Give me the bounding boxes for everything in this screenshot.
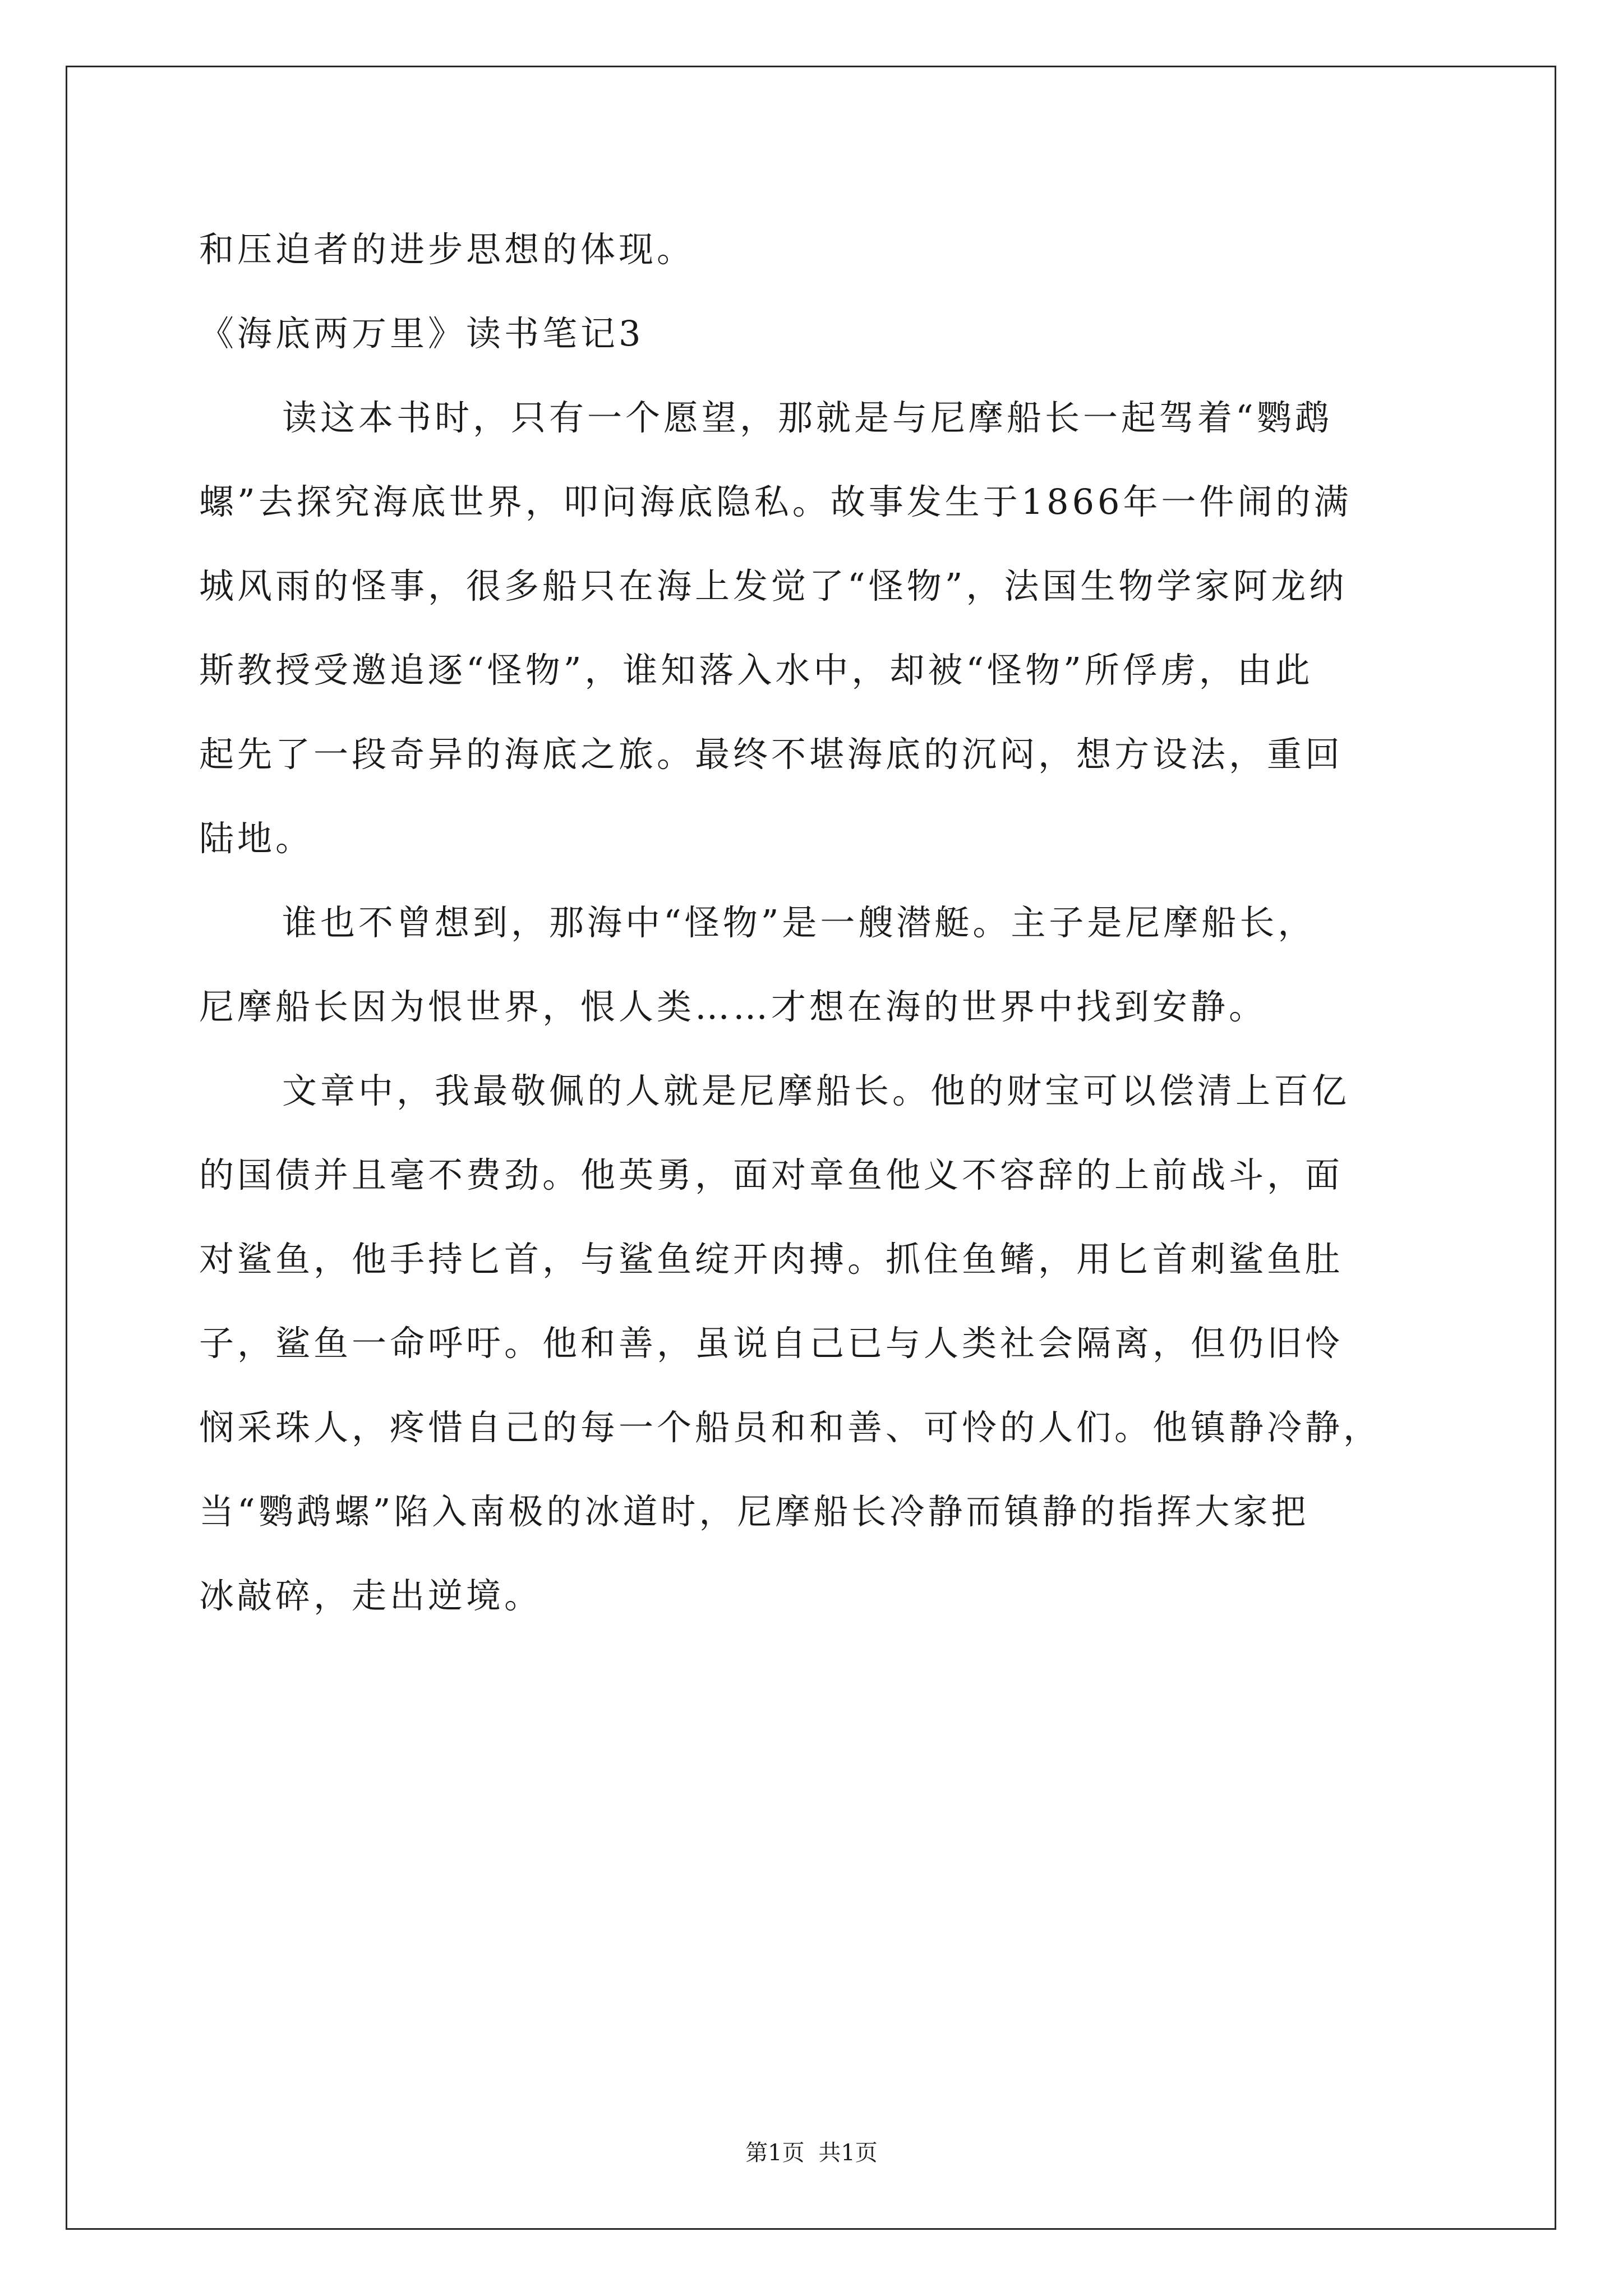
text-line-16: 当“鹦鹉螺”陷入南极的冰道时，尼摩船长冷静而镇静的指挥大家把 — [199, 1491, 1310, 1532]
document-body — [199, 208, 1436, 1638]
text-line-15: 悯采珠人，疼惜自己的每一个船员和和善、可怜的人们。他镇静冷静， — [199, 1407, 1382, 1448]
text-line-3: 读这本书时，只有一个愿望，那就是与尼摩船长一起驾着“鹦鹉 — [282, 397, 1333, 438]
text-line-13: 对鲨鱼，他手持匕首，与鲨鱼绽开肉搏。抓住鱼鳍，用匕首刺鲨鱼肚 — [199, 1239, 1344, 1280]
text-line-9: 谁也不曾想到，那海中“怪物”是一艘潜艇。主子是尼摩船长， — [282, 902, 1316, 943]
text-line-12: 的国债并且毫不费劲。他英勇，面对章鱼他义不容辞的上前战斗，面 — [199, 1154, 1344, 1195]
text-line-5: 城风雨的怪事，很多船只在海上发觉了“怪物”，法国生物学家阿龙纳 — [199, 565, 1348, 606]
text-line-14: 子，鲨鱼一命呼吁。他和善，虽说自己已与人类社会隔离，但仍旧怜 — [199, 1323, 1344, 1364]
page-number: 第1页 — [745, 2140, 805, 2166]
text-line-7: 起先了一段奇异的海底之旅。最终不堪海底的沉闷，想方设法，重回 — [199, 734, 1344, 775]
page-count: 共1页 — [818, 2140, 878, 2166]
page-footer — [0, 2136, 1623, 2170]
text-line-4: 螺”去探究海底世界，叩问海底隐私。故事发生于1866年一件闹的满 — [199, 481, 1352, 522]
text-line-1: 和压迫者的进步思想的体现。 — [199, 229, 695, 270]
text-line-6: 斯教授受邀追逐“怪物”，谁知落入水中，却被“怪物”所俘虏，由此 — [199, 650, 1313, 691]
text-line-10: 尼摩船长因为恨世界，恨人类……才想在海的世界中找到安静。 — [199, 986, 1267, 1027]
text-line-17: 冰敲碎，走出逆境。 — [199, 1575, 543, 1616]
section-heading: 《海底两万里》读书笔记3 — [199, 313, 644, 354]
text-line-8: 陆地。 — [199, 818, 314, 859]
text-line-11: 文章中，我最敬佩的人就是尼摩船长。他的财宝可以偿清上百亿 — [282, 1070, 1350, 1111]
